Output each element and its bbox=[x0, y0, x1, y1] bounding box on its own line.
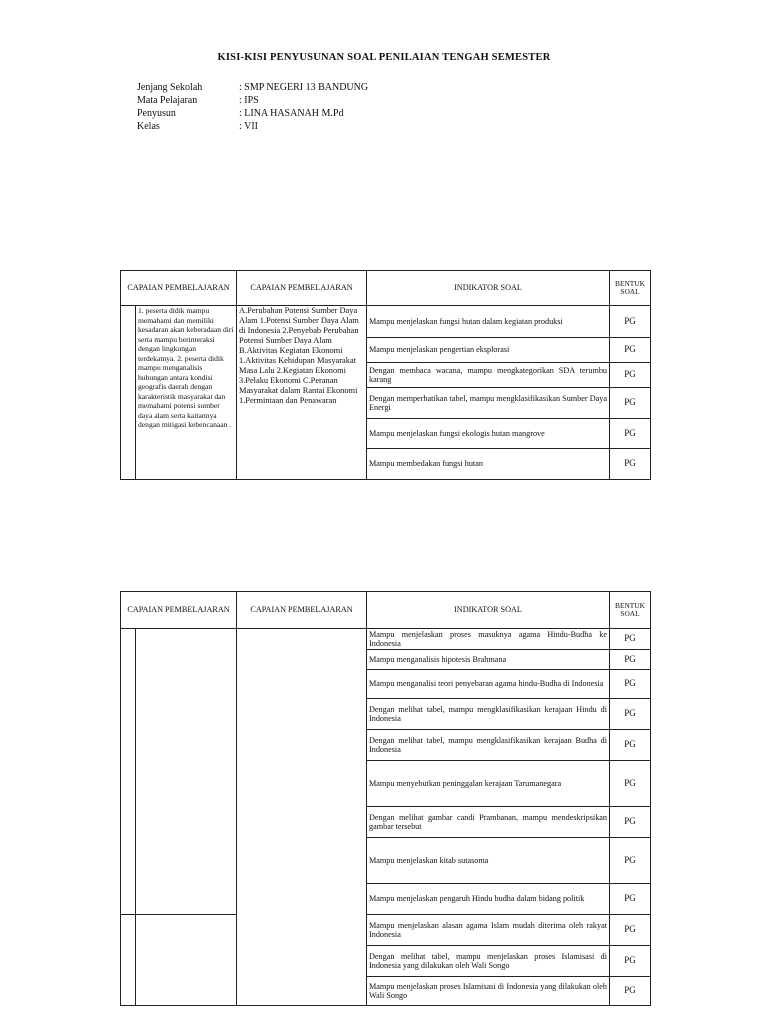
indikator-cell: Dengan membaca wacana, mampu mengkategorikan SDA terumbu karang bbox=[367, 363, 610, 388]
meta-label: Jenjang Sekolah bbox=[137, 82, 203, 93]
bentuk-cell: PG bbox=[610, 946, 651, 977]
indikator-cell: Dengan melihat tabel, mampu mengklasifikasikan kerajaan Budha di Indonesia bbox=[367, 730, 610, 761]
capaian-cell-empty bbox=[237, 629, 367, 1006]
meta-label: Kelas bbox=[137, 121, 160, 132]
bentuk-cell: PG bbox=[610, 388, 651, 419]
indikator-cell: Mampu menjelaskan kitab sutasoma bbox=[367, 838, 610, 884]
header-capaian-2: CAPAIAN PEMBELAJARAN bbox=[237, 592, 367, 629]
indikator-cell: Mampu menyebutkan peninggalan kerajaan Tarumanegara bbox=[367, 761, 610, 807]
meta-label: Penyusun bbox=[137, 108, 176, 119]
bentuk-cell: PG bbox=[610, 670, 651, 699]
indikator-cell: Mampu menganalisi teori penyebaran agama hindu-Budha di Indonesia bbox=[367, 670, 610, 699]
indikator-cell: Mampu menjelaskan proses Islamisasi di Indonesia yang dilakukan oleh Wali Songo bbox=[367, 977, 610, 1006]
table-row bbox=[121, 306, 651, 338]
meta-row-mapel bbox=[137, 95, 259, 108]
bentuk-cell: PG bbox=[610, 977, 651, 1006]
bentuk-cell: PG bbox=[610, 838, 651, 884]
bentuk-cell: PG bbox=[610, 419, 651, 449]
table-row bbox=[121, 915, 651, 946]
kisi-table-1 bbox=[120, 270, 651, 480]
bentuk-cell: PG bbox=[610, 699, 651, 730]
meta-row-jenjang bbox=[137, 82, 368, 95]
header-bentuk: BENTUK SOAL bbox=[610, 271, 651, 306]
header-bentuk: BENTUK SOAL bbox=[610, 592, 651, 629]
header-indikator: INDIKATOR SOAL bbox=[367, 271, 610, 306]
indikator-cell: Mampu membedakan fungsi hutan bbox=[367, 449, 610, 480]
table-header-row bbox=[121, 271, 651, 306]
meta-row-penyusun bbox=[137, 108, 343, 121]
indikator-cell: Mampu menjelaskan fungsi hutan dalam kegiatan produksi bbox=[367, 306, 610, 338]
bentuk-cell: PG bbox=[610, 807, 651, 838]
bentuk-cell: PG bbox=[610, 363, 651, 388]
capaian-cell-empty bbox=[136, 629, 237, 915]
indikator-cell: Mampu menganalisis hipotesis Brahmana bbox=[367, 650, 610, 670]
bentuk-cell: PG bbox=[610, 629, 651, 650]
meta-value: : IPS bbox=[239, 95, 259, 106]
indikator-cell: Dengan memperhatikan tabel, mampu mengklasifikasikan Sumber Daya Energi bbox=[367, 388, 610, 419]
document-title: KISI-KISI PENYUSUNAN SOAL PENILAIAN TENGAH SEMESTER bbox=[217, 52, 551, 63]
header-capaian-1: CAPAIAN PEMBELAJARAN bbox=[121, 592, 237, 629]
indikator-cell: Mampu menjelaskan alasan agama Islam mudah diterima oleh rakyat Indonesia bbox=[367, 915, 610, 946]
meta-value: : VII bbox=[239, 121, 258, 132]
bentuk-cell: PG bbox=[610, 650, 651, 670]
bentuk-cell: PG bbox=[610, 884, 651, 915]
bentuk-cell: PG bbox=[610, 338, 651, 363]
indikator-cell: Mampu menjelaskan pengaruh Hindu budha dalam bidang politik bbox=[367, 884, 610, 915]
indikator-cell: Mampu menjelaskan proses masuknya agama Hindu-Budha ke Indonesia bbox=[367, 629, 610, 650]
header-capaian-2: CAPAIAN PEMBELAJARAN bbox=[237, 271, 367, 306]
bentuk-cell: PG bbox=[610, 761, 651, 807]
header-capaian-1: CAPAIAN PEMBELAJARAN bbox=[121, 271, 237, 306]
indikator-cell: Mampu menjelaskan fungsi ekologis hutan mangrove bbox=[367, 419, 610, 449]
bentuk-cell: PG bbox=[610, 915, 651, 946]
table-row bbox=[121, 629, 651, 650]
bentuk-cell: PG bbox=[610, 449, 651, 480]
row-spacer-cell bbox=[121, 629, 136, 915]
row-spacer-cell bbox=[121, 915, 136, 1006]
meta-value: : SMP NEGERI 13 BANDUNG bbox=[239, 82, 369, 93]
meta-row-kelas bbox=[137, 121, 258, 134]
kisi-table-2 bbox=[120, 591, 651, 1006]
row-spacer-cell bbox=[121, 306, 136, 480]
capaian-text-1: 1. peserta didik mampu memahami dan memiliki kesadaran akan keberadaan diri serta mampu berinteraksi dengan lingkungan terdekatnya. 2. peserta didik mampu menganalisis hubungan antara kondisi geografis daerah dengan karakteristik masyarakat dan memahami potensi sumber daya alam serta kaitannya dengan mitigasi kebencanaan . bbox=[136, 306, 237, 480]
indikator-cell: Dengan melihat tabel, mampu menjelaskan proses Islamisasi di Indonesia yang dilakukan oleh Wali Songo bbox=[367, 946, 610, 977]
meta-label: Mata Pelajaran bbox=[137, 95, 198, 106]
capaian-cell-empty bbox=[136, 915, 237, 1006]
bentuk-cell: PG bbox=[610, 306, 651, 338]
header-indikator: INDIKATOR SOAL bbox=[367, 592, 610, 629]
indikator-cell: Mampu menjelaskan pengertian eksplorasi bbox=[367, 338, 610, 363]
indikator-cell: Dengan melihat tabel, mampu mengklasifikasikan kerajaan Hindu di Indonesia bbox=[367, 699, 610, 730]
indikator-cell: Dengan melihat gambar candi Prambanan, mampu mendeskripsikan gambar tersebut bbox=[367, 807, 610, 838]
capaian-text-2: A.Perubahan Potensi Sumber Daya Alam 1.Potensi Sumber Daya Alam di Indonesia 2.Penyebab Perubahan Potensi Sumber Daya Alam B.Aktivitas Kegiatan Ekonomi 1.Aktivitas Kehidupan Masyarakat Masa Lalu 2.Kegiatan Ekonomi 3.Pelaku Ekonomi C.Peranan Masyarakat dalam Rantai Ekonomi 1.Permintaan dan Penawaran bbox=[237, 306, 367, 480]
meta-value: : LINA HASANAH M.Pd bbox=[239, 108, 344, 119]
bentuk-cell: PG bbox=[610, 730, 651, 761]
table-header-row bbox=[121, 592, 651, 629]
